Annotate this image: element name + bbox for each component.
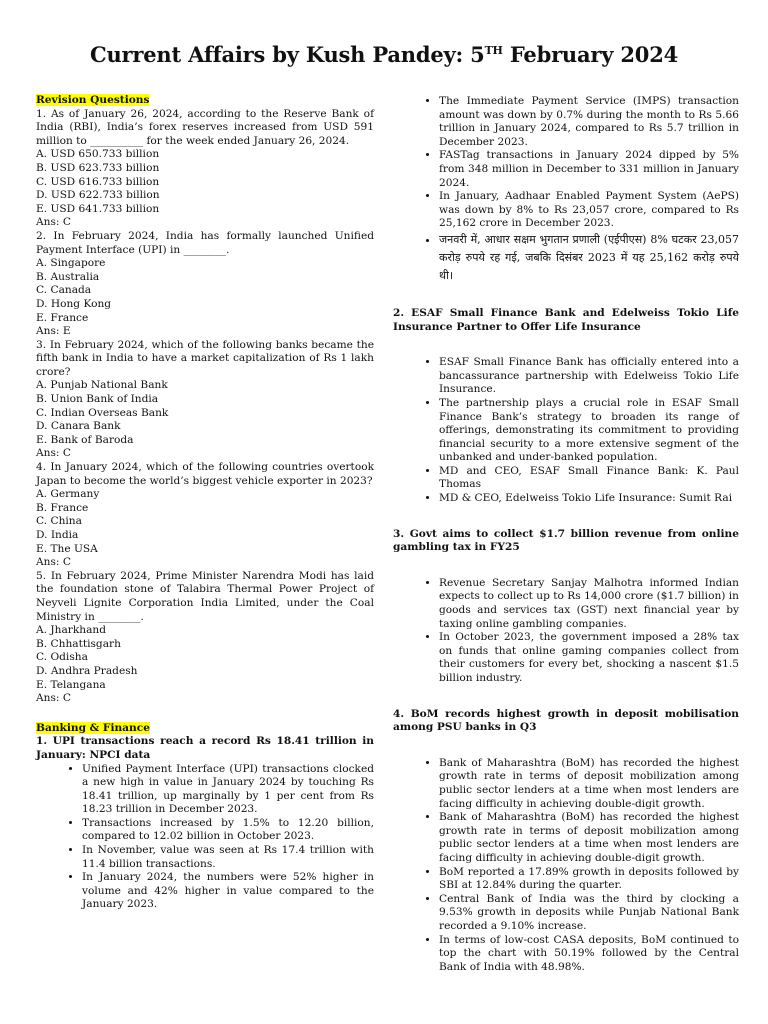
- revision-heading: Revision Questions: [36, 94, 150, 106]
- bullet-item: • Unified Payment Interface (UPI) transactions clocked a new high in value in January 2024 by touching Rs 18.41 trillion, up marginally by 1 per cent from Rs 18.23 trillion in December 2023.: [82, 763, 374, 817]
- right-column: [393, 95, 739, 974]
- question-option: E. Bank of Baroda: [36, 433, 134, 446]
- question-option: C. Canada: [36, 284, 92, 297]
- section-3-title: 3. Govt aims to collect $1.7 billion revenue from online gambling tax in FY25: [393, 527, 739, 554]
- bullet-item: • MD and CEO, ESAF Small Finance Bank: K. Paul Thomas: [439, 465, 739, 492]
- bullet-item: • The partnership plays a crucial role in ESAF Small Finance Bank’s strategy to broaden its range of offerings, demonstrating its commitment to providing financial security to a more extensive segment of the unbanked and under-banked population.: [439, 397, 739, 465]
- section-4-bullets: [393, 757, 739, 975]
- bullet-item: • जनवरी में, आधार सक्षम भुगतान प्रणाली (एईपीएस) 8% घटकर 23,057 करोड़ रुपये रह गई, जबकि दिसंबर 2023 में यह 25,162 करोड़ रुपये थी।: [439, 231, 739, 285]
- question-text: 1. As of January 26, 2024, according to the Reserve Bank of India (RBI), India’s forex reserves increased from USD 591 million to __________ for the week ended January 26, 2024.: [36, 107, 374, 147]
- bullet-item: • Bank of Maharashtra (BoM) has recorded the highest growth rate in terms of deposit mobilization among public sector lenders at a time when most lenders are facing difficulty in achieving double-digit growth.: [439, 757, 739, 811]
- section-4-title: 4. BoM records highest growth in deposit mobilisation among PSU banks in Q3: [393, 707, 739, 734]
- title-superscript: TH: [484, 44, 503, 57]
- question-option: D. India: [36, 529, 79, 541]
- section-3-bullets: [393, 577, 739, 686]
- bullet-item: • In January, Aadhaar Enabled Payment System (AePS) was down by 8% to Rs 23,057 crore, compared to Rs 25,162 crore in December 2023.: [439, 190, 739, 231]
- page-title: [0, 42, 768, 67]
- question-option: A. Singapore: [36, 257, 106, 270]
- bullet-item: • FASTag transactions in January 2024 dipped by 5% from 348 million in December to 331 million in January 2024.: [439, 149, 739, 190]
- question-option: E. France: [36, 311, 89, 324]
- question-option: B. Chhattisgarh: [36, 637, 121, 650]
- bullet-item: • In November, value was seen at Rs 17.4 trillion with 11.4 billion transactions.: [82, 844, 374, 871]
- bullet-item: • In January 2024, the numbers were 52% higher in volume and 42% higher in value compared to the January 2023.: [82, 871, 374, 912]
- question-option: D. Hong Kong: [36, 297, 112, 310]
- question-option: B. France: [36, 501, 89, 514]
- question-option: E. The USA: [36, 542, 98, 555]
- question-answer: Ans: E: [36, 325, 71, 338]
- question-option: B. Australia: [36, 270, 100, 283]
- question-option: A. Punjab National Bank: [36, 379, 168, 392]
- question-option: A. Jharkhand: [36, 624, 106, 637]
- question-text: 2. In February 2024, India has formally launched Unified Payment Interface (UPI) in ________.: [36, 229, 374, 256]
- question-option: C. Indian Overseas Bank: [36, 406, 169, 419]
- question-option: C. Odisha: [36, 651, 88, 664]
- question-answer: Ans: C: [36, 447, 71, 460]
- question-option: A. USD 650.733 billion: [36, 148, 160, 161]
- bullet-item: • MD & CEO, Edelweiss Tokio Life Insurance: Sumit Rai: [439, 492, 739, 506]
- question-text: 5. In February 2024, Prime Minister Narendra Modi has laid the foundation stone of Talabira Thermal Power Project of Neyveli Lignite Corporation India Limited, under the Coal Ministry in ________.: [36, 569, 374, 623]
- question-option: E. Telangana: [36, 678, 106, 691]
- section-1-title: 1. UPI transactions reach a record Rs 18.41 trillion in January: NPCI data: [36, 735, 374, 761]
- bullet-item: • BoM reported a 17.89% growth in deposits followed by SBI at 12.84% during the quarter.: [439, 866, 739, 893]
- title-text: Current Affairs by Kush Pandey: 5: [89, 42, 485, 67]
- question-text: 4. In January 2024, which of the following countries overtook Japan to become the world’s biggest vehicle exporter in 2023?: [36, 461, 374, 487]
- question-option: C. USD 616.733 billion: [36, 175, 160, 188]
- section-1-bullets: [36, 763, 374, 913]
- question-option: D. Canara Bank: [36, 420, 121, 433]
- question-answer: Ans: C: [36, 216, 71, 229]
- bullet-item: • Transactions increased by 1.5% to 12.20 billion, compared to 12.02 billion in October 2023.: [82, 817, 374, 844]
- banking-heading: Banking & Finance: [36, 721, 150, 734]
- question-answer: Ans: C: [36, 692, 71, 705]
- bullet-item: • The Immediate Payment Service (IMPS) transaction amount was down by 0.7% during the month to Rs 5.66 trillion in January 2024, compared to Rs 5.7 trillion in December 2023.: [439, 95, 739, 149]
- bullet-item: • Revenue Secretary Sanjay Malhotra informed Indian expects to collect up to Rs 14,000 crore ($1.7 billion) in goods and services tax (GST) next financial year by taxing online gambling companies.: [439, 577, 739, 631]
- bullet-item: • Central Bank of India was the third by clocking a 9.53% growth in deposits while Punjab National Bank recorded a 9.10% increase.: [439, 893, 739, 934]
- question-option: D. Andhra Pradesh: [36, 664, 138, 677]
- question-option: E. USD 641.733 billion: [36, 202, 160, 215]
- section-2-bullets: [393, 356, 739, 506]
- bullet-item: • In October 2023, the government imposed a 28% tax on funds that online gaming companies collect from their customers for every bet, shocking a nascent $1.5 billion industry.: [439, 631, 739, 685]
- bullet-item: • In terms of low-cost CASA deposits, BoM continued to top the chart with 50.19% followed by the Central Bank of India with 48.98%.: [439, 934, 739, 975]
- title-text-rest: February 2024: [502, 42, 679, 67]
- bullet-item: • ESAF Small Finance Bank has officially entered into a bancassurance partnership with Edelweiss Tokio Life Insurance.: [439, 356, 739, 397]
- section-1-bullets-continued: [393, 95, 739, 285]
- question-option: C. China: [36, 515, 82, 528]
- question-text: 3. In February 2024, which of the following banks became the fifth bank in India to have a market capitalization of Rs 1 lakh crore?: [36, 338, 374, 378]
- question-option: B. USD 623.733 billion: [36, 161, 160, 174]
- question-option: D. USD 622.733 billion: [36, 189, 160, 202]
- question-option: A. Germany: [36, 488, 100, 501]
- revision-questions: [36, 108, 374, 706]
- left-column: [36, 94, 374, 912]
- bullet-item: • Bank of Maharashtra (BoM) has recorded the highest growth rate in terms of deposit mobilization among public sector lenders at a time when most lenders are facing difficulty in achieving double-digit growth.: [439, 811, 739, 865]
- section-2-title: 2. ESAF Small Finance Bank and Edelweiss Tokio Life Insurance Partner to Offer Life Insurance: [393, 306, 739, 333]
- question-answer: Ans: C: [36, 556, 71, 569]
- question-option: B. Union Bank of India: [36, 393, 159, 406]
